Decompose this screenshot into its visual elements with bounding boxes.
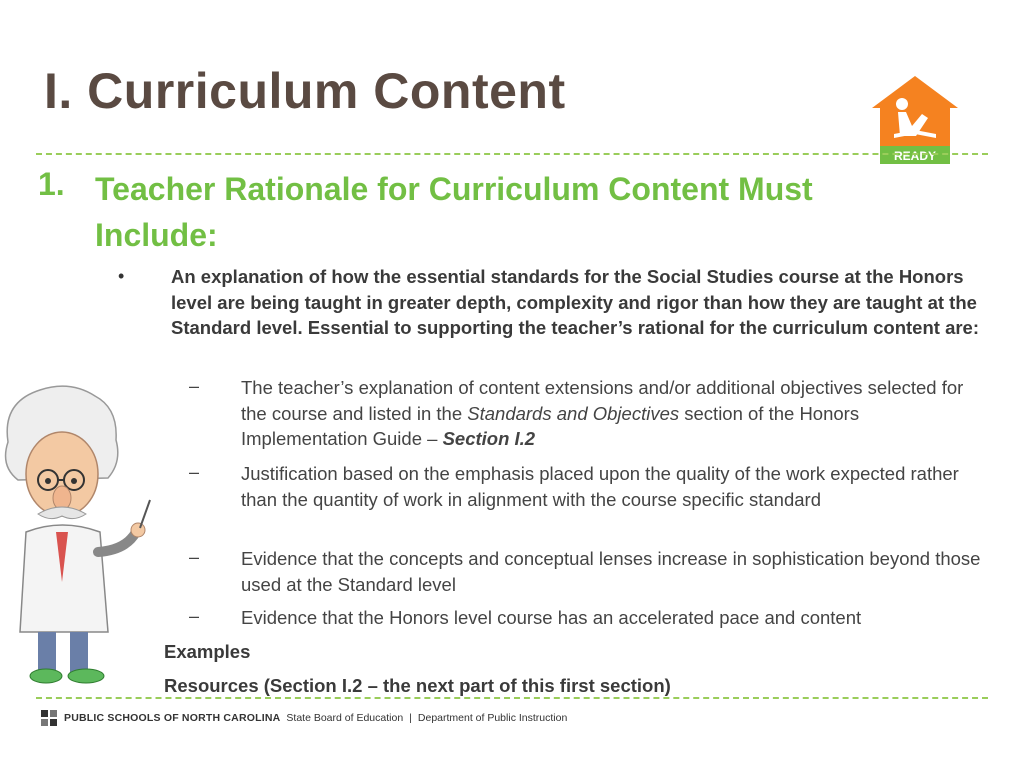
ready-logo-label: READY — [893, 149, 937, 163]
sub-item-1: The teacher’s explanation of content extensions and/or additional objectives selected for the course and listed in the Standards and Objectives section of the Honors Implementation Guide – Section I.2 — [241, 377, 964, 449]
slide-title: I. Curriculum Content — [44, 63, 566, 119]
sub-dash-1: – — [189, 376, 200, 396]
sub-item-4: Evidence that the Honors level course has an accelerated pace and content — [241, 607, 862, 628]
footer-logo — [40, 708, 567, 728]
einstein-cartoon-illustration — [0, 382, 160, 692]
bullet-main-text: An explanation of how the essential standards for the Social Studies course at the Honors level are being taught in greater depth, complexity and rigor than how they are taught at the Standard level. Essential to supporting the teacher’s rational for the curriculum content are: — [171, 266, 980, 338]
sub-dash-4: – — [189, 606, 200, 626]
footer-dept: Department of Public Instruction — [417, 712, 568, 724]
sub-dash-2: – — [189, 462, 200, 482]
bottom-divider — [36, 697, 988, 699]
sub-item-2: Justification based on the emphasis placed upon the quality of the work expected rather than the quantity of work in alignment with the course specific standard — [241, 463, 959, 510]
section-heading: Teacher Rationale for Curriculum Content Must Include: — [95, 171, 813, 253]
sub-item-3: Evidence that the concepts and conceptual lenses increase in sophistication beyond those used at the Standard level — [241, 548, 981, 595]
sub-dash-3: – — [189, 547, 200, 567]
footer-separator: | — [409, 712, 412, 724]
top-divider — [36, 153, 988, 155]
footer-org: PUBLIC SCHOOLS OF NORTH CAROLINA — [64, 712, 281, 724]
heading-number: 1. — [38, 166, 65, 202]
nc-schools-icon — [40, 709, 58, 727]
footer-board: State Board of Education — [286, 712, 404, 724]
resources-label: Resources (Section I.2 – the next part of this first section) — [164, 675, 671, 696]
bullet-marker: • — [118, 266, 125, 286]
examples-label: Examples — [164, 641, 251, 662]
